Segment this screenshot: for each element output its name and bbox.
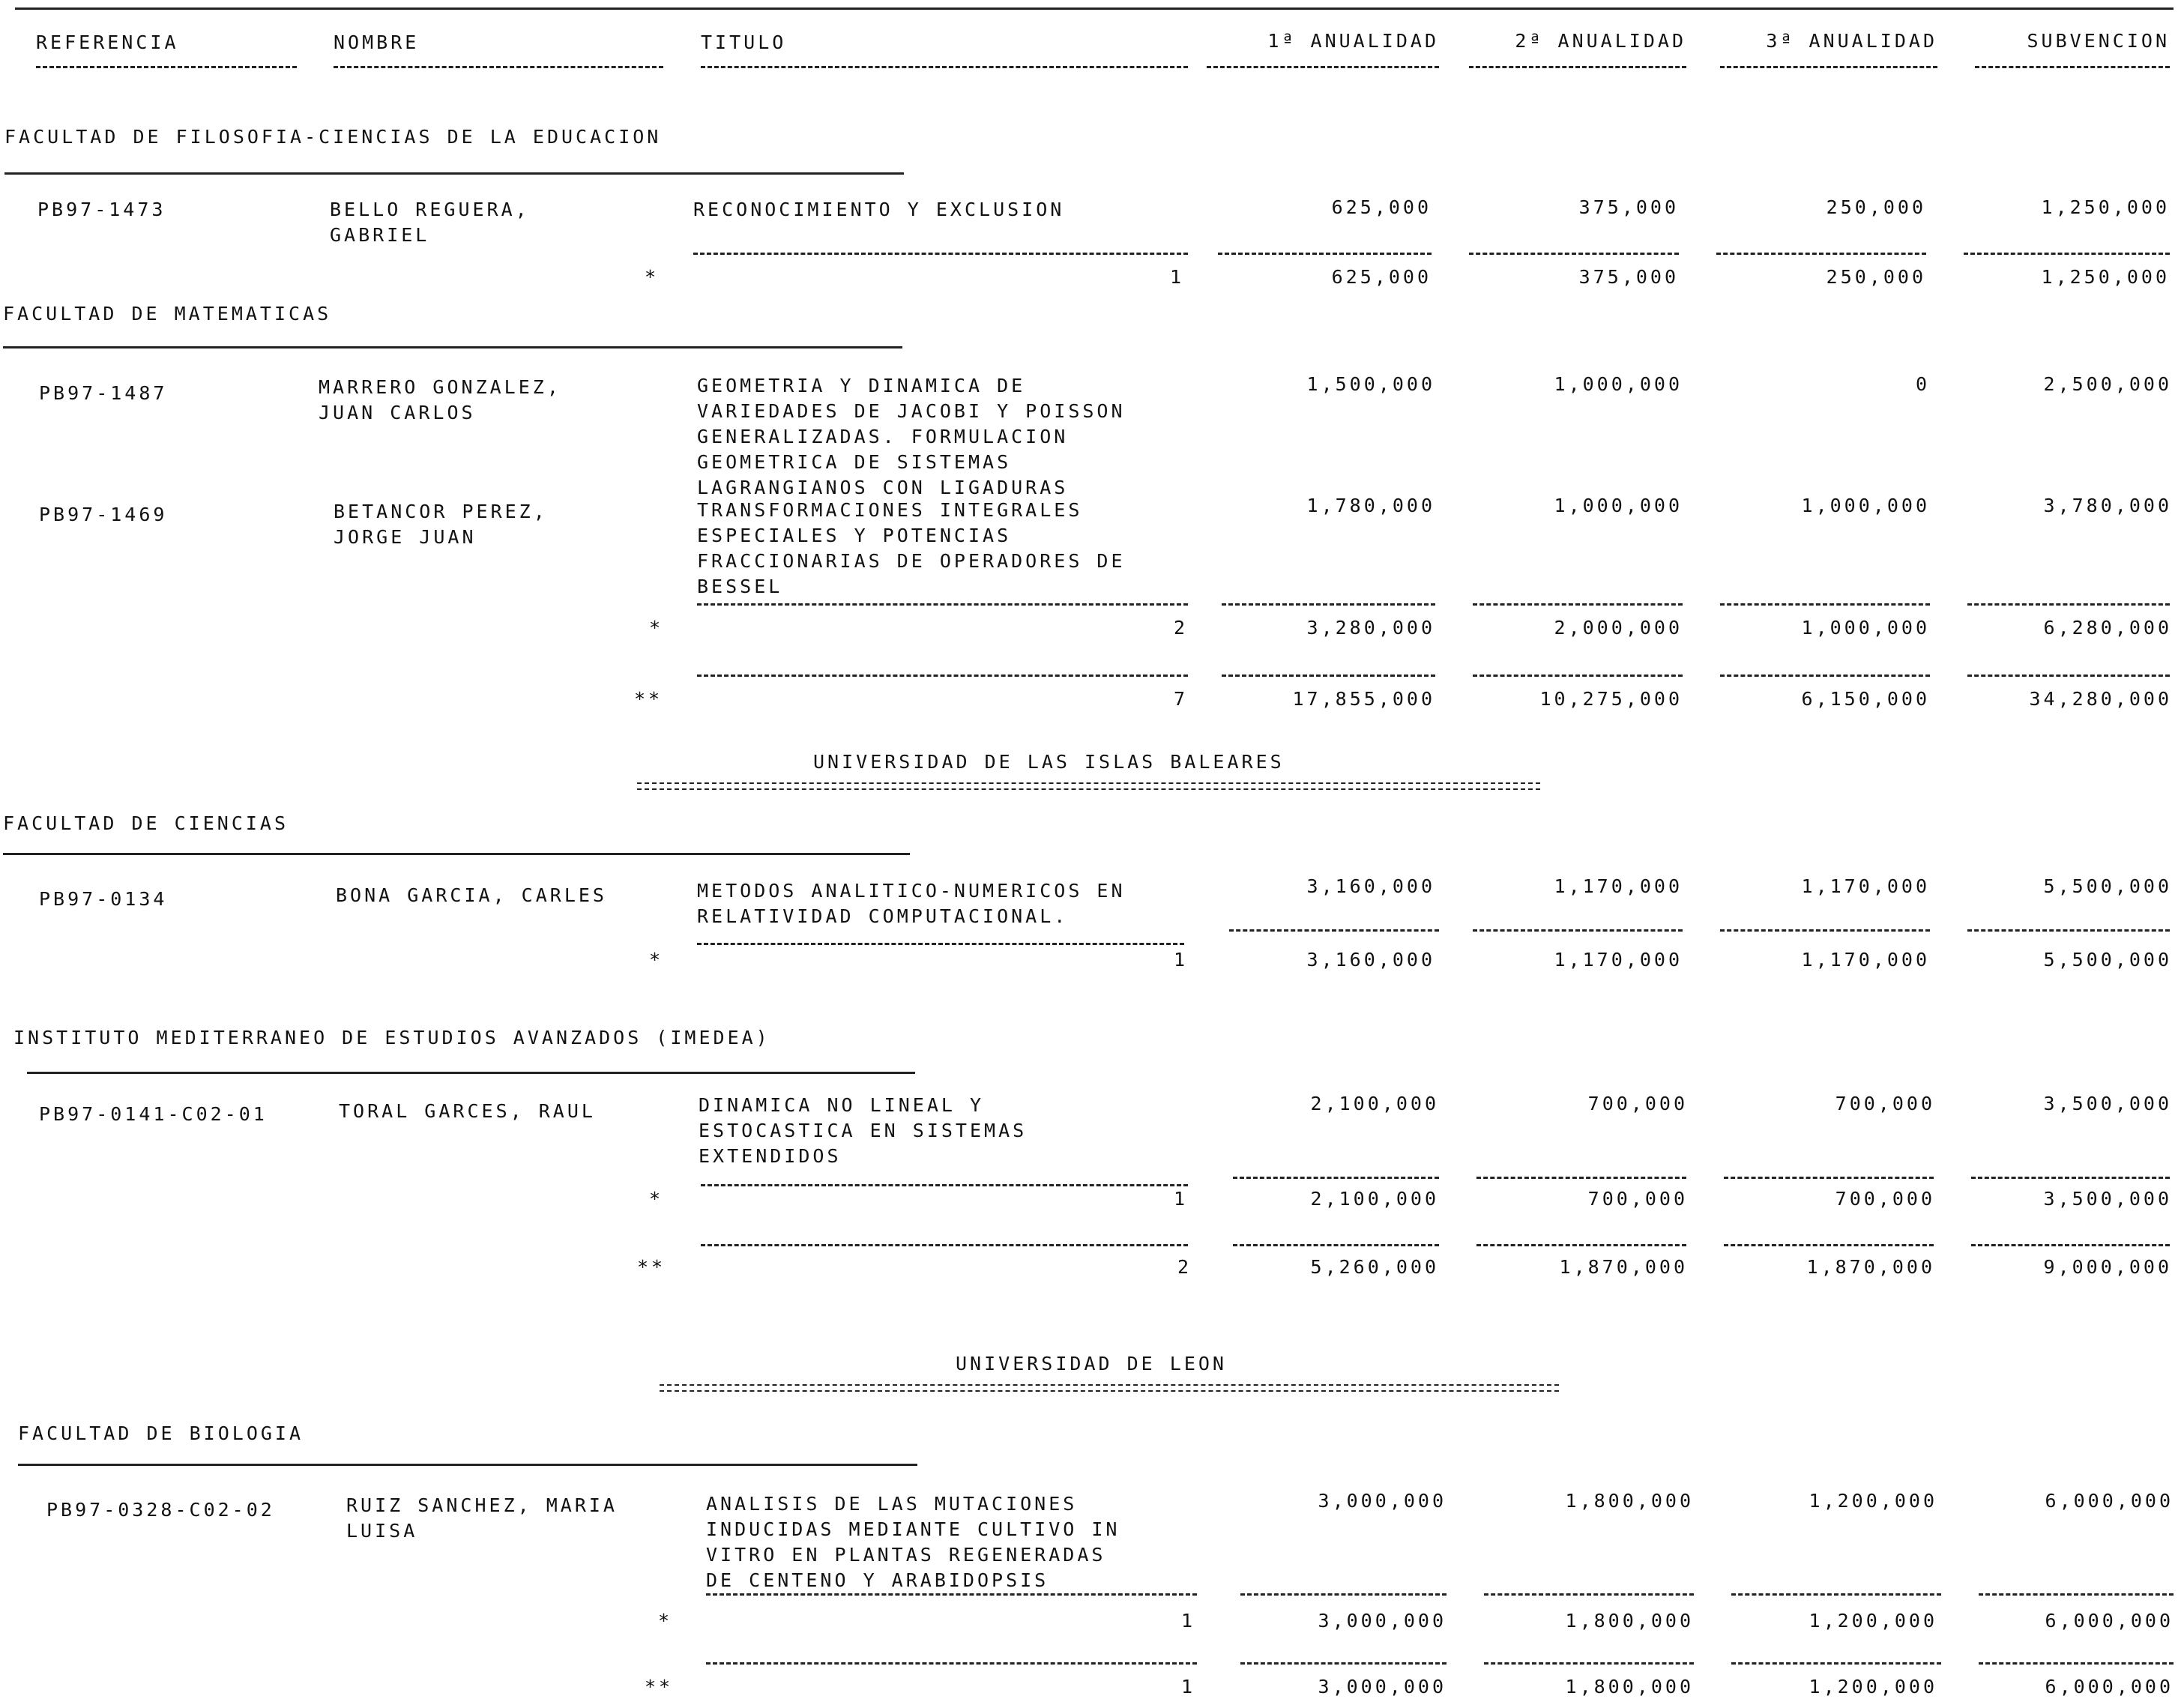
header-underline — [36, 66, 297, 68]
subtotal-rule — [1222, 603, 1435, 606]
header-underline — [1975, 66, 2170, 68]
total-anualidad3: 1,200,000 — [1809, 1676, 1937, 1698]
subtotal-rule — [1967, 929, 2170, 932]
col-header-anualidad3: 3ª ANUALIDAD — [1766, 30, 1937, 52]
col-header-subvencion: SUBVENCION — [2027, 30, 2170, 52]
total-anualidad3: 1,870,000 — [1806, 1256, 1935, 1278]
subtotal-marker: * — [658, 1610, 673, 1632]
subtotal-marker: * — [649, 1188, 664, 1210]
row-titulo: TRANSFORMACIONES INTEGRALES ESPECIALES Y POTENCIAS FRACCIONARIAS DE OPERADORES DE BESSEL — [697, 499, 1126, 597]
subtotal-rule — [1964, 253, 2170, 255]
subtotal-count: 1 — [1173, 949, 1188, 971]
subtotal-marker: * — [645, 266, 660, 288]
subtotal-anualidad2: 1,800,000 — [1565, 1610, 1694, 1632]
subtotal-rule — [1720, 603, 1930, 606]
subtotal-anualidad3: 700,000 — [1835, 1188, 1935, 1210]
total-rule — [697, 675, 1188, 677]
row-anualidad2: 700,000 — [1587, 1093, 1688, 1114]
subtotal-rule — [1971, 1177, 2170, 1179]
subtotal-rule — [1473, 603, 1683, 606]
subtotal-subvencion: 3,500,000 — [2043, 1188, 2172, 1210]
row-subvencion: 5,500,000 — [2043, 875, 2172, 897]
subtotal-count: 1 — [1173, 1188, 1188, 1210]
subtotal-anualidad1: 3,160,000 — [1306, 949, 1435, 971]
total-rule — [706, 1662, 1197, 1665]
subtotal-rule — [706, 1593, 1197, 1596]
total-rule — [1222, 675, 1435, 677]
faculty-heading: INSTITUTO MEDITERRANEO DE ESTUDIOS AVANZADOS (IMEDEA) — [13, 1027, 770, 1048]
row-anualidad1: 1,780,000 — [1306, 495, 1435, 516]
subtotal-subvencion: 6,000,000 — [2045, 1610, 2174, 1632]
row-ref: PB97-0134 — [39, 888, 168, 910]
row-anualidad2: 1,170,000 — [1554, 875, 1683, 897]
subtotal-rule — [1716, 253, 1926, 255]
header-underline — [334, 66, 663, 68]
total-anualidad2: 1,870,000 — [1559, 1256, 1688, 1278]
faculty-underline — [4, 172, 904, 175]
col-header-anualidad1: 1ª ANUALIDAD — [1267, 30, 1439, 52]
col-header-anualidad2: 2ª ANUALIDAD — [1515, 30, 1686, 52]
row-anualidad2: 1,000,000 — [1554, 373, 1683, 395]
row-nombre: BONA GARCIA, CARLES — [336, 884, 607, 906]
subtotal-rule — [1233, 1177, 1439, 1179]
total-count: 1 — [1180, 1676, 1195, 1698]
row-anualidad1: 3,160,000 — [1306, 875, 1435, 897]
subtotal-rule — [697, 603, 1188, 606]
subtotal-anualidad3: 1,200,000 — [1809, 1610, 1937, 1632]
total-anualidad1: 5,260,000 — [1310, 1256, 1439, 1278]
row-anualidad3: 1,000,000 — [1801, 495, 1930, 516]
faculty-heading: FACULTAD DE CIENCIAS — [3, 812, 289, 834]
total-rule — [1724, 1244, 1934, 1246]
subtotal-marker: * — [649, 617, 664, 639]
total-count: 7 — [1173, 688, 1188, 710]
row-anualidad2: 1,000,000 — [1554, 495, 1683, 516]
subtotal-rule — [1967, 603, 2170, 606]
row-anualidad1: 3,000,000 — [1318, 1490, 1447, 1512]
total-marker: ** — [634, 688, 663, 710]
subtotal-rule — [1218, 253, 1432, 255]
subtotal-subvencion: 6,280,000 — [2043, 617, 2172, 639]
subtotal-rule — [701, 1184, 1188, 1186]
university-underline — [637, 782, 1540, 790]
total-rule — [1240, 1662, 1447, 1665]
col-header-referencia: REFERENCIA — [36, 31, 179, 53]
row-titulo: DINAMICA NO LINEAL Y ESTOCASTICA EN SISTEMAS EXTENDIDOS — [699, 1094, 1028, 1167]
faculty-heading: FACULTAD DE MATEMATICAS — [3, 303, 332, 325]
row-nombre: TORAL GARCES, RAUL — [339, 1100, 596, 1122]
faculty-underline — [3, 346, 902, 348]
header-underline — [1207, 66, 1439, 68]
row-nombre: RUIZ SANCHEZ, MARIA LUISA — [346, 1494, 618, 1542]
total-marker: ** — [637, 1256, 666, 1278]
faculty-underline — [27, 1072, 915, 1074]
row-anualidad3: 1,200,000 — [1809, 1490, 1937, 1512]
subtotal-rule — [693, 253, 1188, 255]
row-ref: PB97-1469 — [39, 504, 168, 525]
col-header-titulo: TITULO — [701, 31, 787, 53]
subtotal-anualidad1: 3,000,000 — [1318, 1610, 1447, 1632]
subtotal-anualidad2: 1,170,000 — [1554, 949, 1683, 971]
row-subvencion: 3,780,000 — [2043, 495, 2172, 516]
total-rule — [1979, 1662, 2174, 1665]
row-anualidad1: 625,000 — [1331, 196, 1432, 218]
total-subvencion: 9,000,000 — [2043, 1256, 2172, 1278]
row-titulo: METODOS ANALITICO-NUMERICOS EN RELATIVIDAD COMPUTACIONAL. — [697, 880, 1126, 927]
row-ref: PB97-1473 — [37, 199, 166, 220]
subtotal-rule — [1724, 1177, 1934, 1179]
faculty-underline — [3, 853, 910, 855]
row-ref: PB97-0141-C02-01 — [39, 1103, 268, 1125]
subtotal-anualidad1: 3,280,000 — [1306, 617, 1435, 639]
total-rule — [1971, 1244, 2170, 1246]
header-underline — [701, 66, 1188, 68]
total-rule — [1967, 675, 2170, 677]
subtotal-marker: * — [649, 949, 664, 971]
total-anualidad2: 10,275,000 — [1539, 688, 1683, 710]
total-subvencion: 6,000,000 — [2045, 1676, 2174, 1698]
total-rule — [701, 1244, 1188, 1246]
header-underline — [1720, 66, 1937, 68]
subtotal-anualidad3: 1,170,000 — [1801, 949, 1930, 971]
subtotal-rule — [1731, 1593, 1941, 1596]
university-heading: UNIVERSIDAD DE LAS ISLAS BALEARES — [813, 751, 1285, 773]
subtotal-anualidad2: 375,000 — [1578, 266, 1679, 288]
total-rule — [1473, 675, 1683, 677]
row-anualidad3: 1,170,000 — [1801, 875, 1930, 897]
university-heading: UNIVERSIDAD DE LEON — [956, 1353, 1227, 1374]
subtotal-anualidad2: 700,000 — [1587, 1188, 1688, 1210]
subtotal-anualidad1: 2,100,000 — [1310, 1188, 1439, 1210]
subtotal-count: 1 — [1169, 266, 1184, 288]
subtotal-rule — [1484, 1593, 1694, 1596]
row-subvencion: 3,500,000 — [2043, 1093, 2172, 1114]
total-anualidad3: 6,150,000 — [1801, 688, 1930, 710]
total-anualidad2: 1,800,000 — [1565, 1676, 1694, 1698]
total-anualidad1: 3,000,000 — [1318, 1676, 1447, 1698]
row-nombre: BETANCOR PEREZ, JORGE JUAN — [334, 501, 548, 548]
row-anualidad3: 0 — [1915, 373, 1930, 395]
subtotal-rule — [1473, 929, 1683, 932]
subtotal-count: 2 — [1173, 617, 1188, 639]
subtotal-subvencion: 1,250,000 — [2041, 266, 2170, 288]
subtotal-anualidad3: 1,000,000 — [1801, 617, 1930, 639]
subtotal-anualidad1: 625,000 — [1331, 266, 1432, 288]
subtotal-rule — [1979, 1593, 2174, 1596]
total-marker: ** — [645, 1676, 674, 1698]
row-anualidad2: 375,000 — [1578, 196, 1679, 218]
subtotal-count: 1 — [1180, 1610, 1195, 1632]
row-titulo: GEOMETRIA Y DINAMICA DE VARIEDADES DE JACOBI Y POISSON GENERALIZADAS. FORMULACION GEOMETRICA DE SISTEMAS LAGRANGIANOS CON LIGADURAS — [697, 375, 1126, 498]
row-subvencion: 6,000,000 — [2045, 1490, 2174, 1512]
total-anualidad1: 17,855,000 — [1292, 688, 1435, 710]
row-anualidad2: 1,800,000 — [1565, 1490, 1694, 1512]
total-rule — [1476, 1244, 1686, 1246]
col-header-nombre: NOMBRE — [334, 31, 420, 53]
total-subvencion: 34,280,000 — [2029, 688, 2172, 710]
subtotal-rule — [1469, 253, 1679, 255]
row-anualidad3: 250,000 — [1826, 196, 1926, 218]
row-ref: PB97-1487 — [39, 382, 168, 404]
total-rule — [1484, 1662, 1694, 1665]
row-titulo: RECONOCIMIENTO Y EXCLUSION — [693, 199, 1065, 220]
faculty-underline — [18, 1464, 917, 1466]
faculty-heading: FACULTAD DE BIOLOGIA — [18, 1422, 304, 1444]
subtotal-rule — [1229, 929, 1439, 932]
subtotal-subvencion: 5,500,000 — [2043, 949, 2172, 971]
row-nombre: BELLO REGUERA, GABRIEL — [330, 199, 530, 246]
total-rule — [1233, 1244, 1439, 1246]
subtotal-rule — [1720, 929, 1930, 932]
row-subvencion: 1,250,000 — [2041, 196, 2170, 218]
faculty-heading: FACULTAD DE FILOSOFIA-CIENCIAS DE LA EDUCACION — [4, 126, 662, 148]
total-count: 2 — [1177, 1256, 1192, 1278]
header-underline — [1469, 66, 1686, 68]
row-anualidad1: 1,500,000 — [1306, 373, 1435, 395]
top-rule — [15, 7, 2174, 10]
subtotal-anualidad3: 250,000 — [1826, 266, 1926, 288]
total-rule — [1720, 675, 1930, 677]
row-titulo: ANALISIS DE LAS MUTACIONES INDUCIDAS MEDIANTE CULTIVO IN VITRO EN PLANTAS REGENERADAS DE CENTENO Y ARABIDOPSIS — [706, 1493, 1120, 1591]
subtotal-rule — [697, 943, 1184, 945]
row-ref: PB97-0328-C02-02 — [46, 1499, 275, 1521]
row-anualidad1: 2,100,000 — [1310, 1093, 1439, 1114]
row-nombre: MARRERO GONZALEZ, JUAN CARLOS — [319, 376, 561, 423]
row-subvencion: 2,500,000 — [2043, 373, 2172, 395]
subtotal-rule — [1476, 1177, 1686, 1179]
total-rule — [1731, 1662, 1941, 1665]
university-underline — [660, 1384, 1559, 1392]
subtotal-anualidad2: 2,000,000 — [1554, 617, 1683, 639]
subtotal-rule — [1240, 1593, 1447, 1596]
row-anualidad3: 700,000 — [1835, 1093, 1935, 1114]
